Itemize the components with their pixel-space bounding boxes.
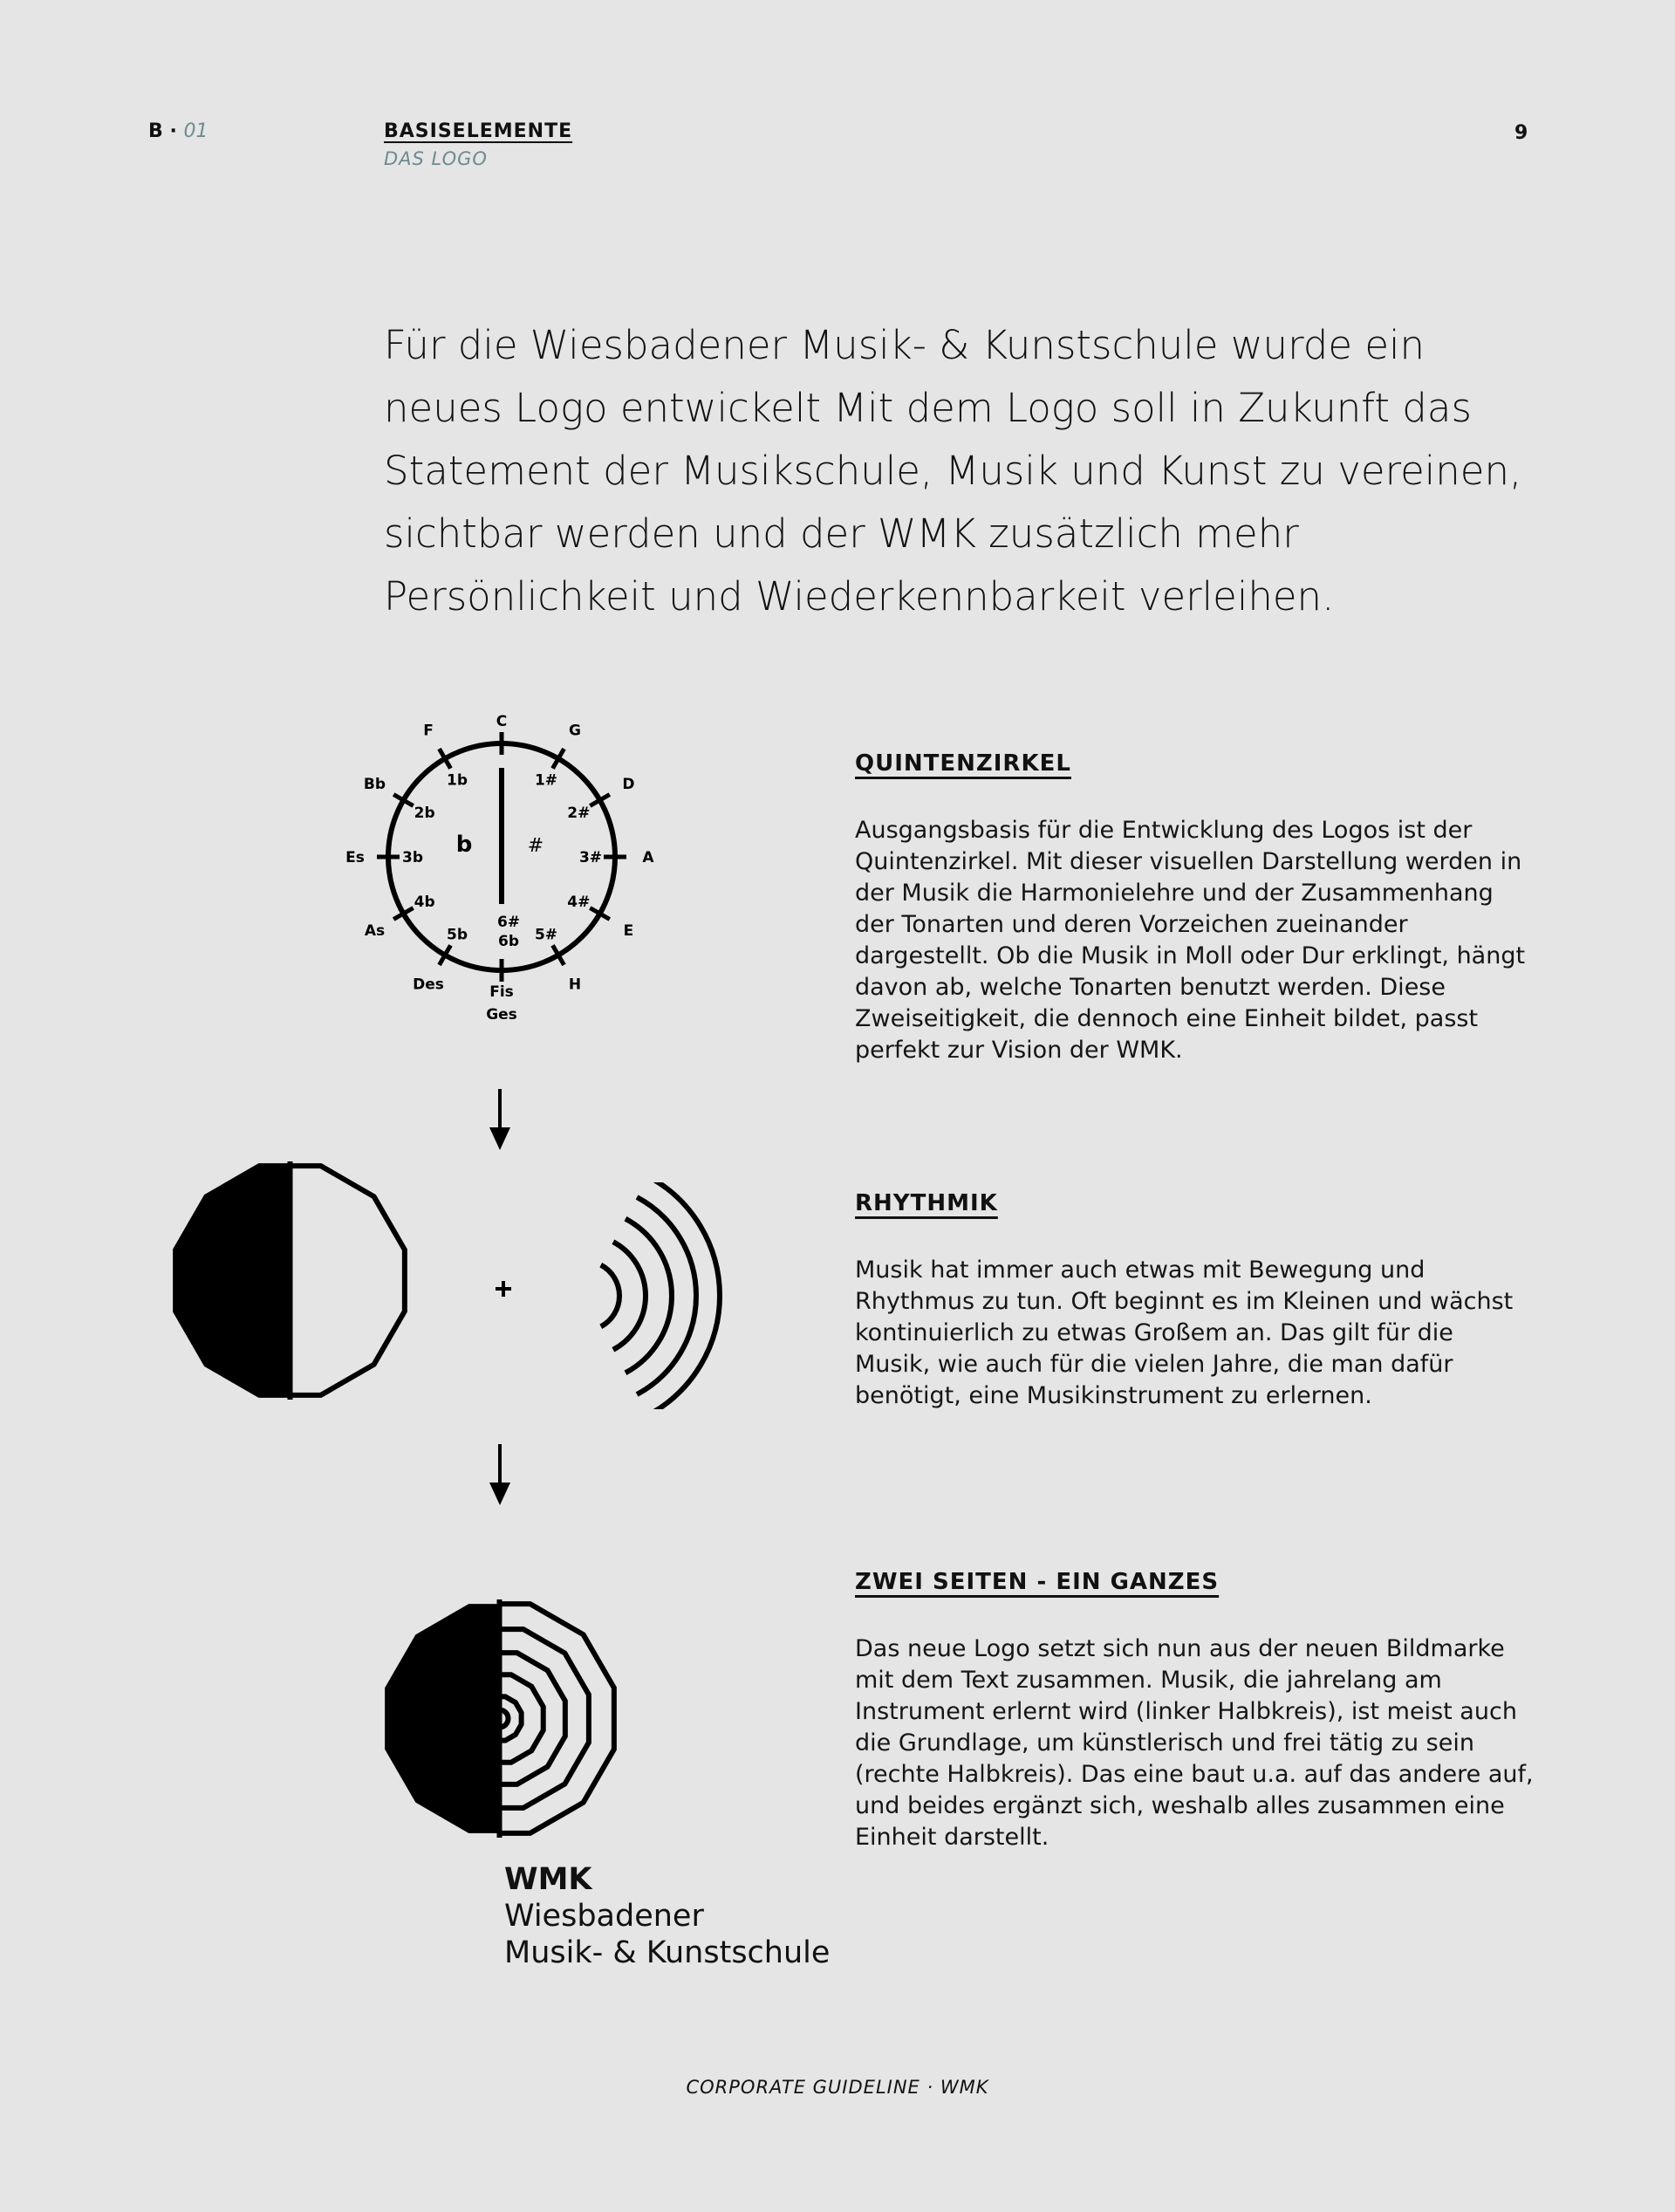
outer-key-label: D	[622, 776, 635, 793]
outer-key-label: G	[569, 722, 581, 740]
inner-signature-label: 6#	[496, 914, 521, 931]
inner-signature-label: 2#	[567, 805, 591, 822]
outer-key-label: Des	[413, 976, 444, 994]
section-title-quintenzirkel: QUINTENZIRKEL	[855, 750, 1071, 777]
half-dodecagon-icon	[166, 1156, 414, 1405]
outer-key-label: C	[496, 713, 508, 730]
intro-paragraph: Für die Wiesbadener Musik- & Kunstschule wurde ein neues Logo entwickelt Mit dem Logo soll in Zukunft das Statement der Musikschule, Musik und Kunst zu vereinen, sichtbar werden und der WMK zusätzlich mehr Persönlichkeit und Wiederkennbarkeit verleihen.	[384, 322, 1522, 620]
chapter-subtitle: DAS LOGO	[384, 148, 488, 169]
wave-arc	[601, 1265, 619, 1327]
page-number: 9	[1514, 122, 1528, 144]
inner-signature-label: 3b	[402, 849, 423, 866]
inner-signature-label: 1#	[534, 771, 558, 790]
section-title-zwei-seiten: ZWEI SEITEN - EIN GANZES	[855, 1569, 1220, 1595]
inner-signature-label: 5b	[447, 926, 468, 944]
logo-name-line-2: Musik- & Kunstschule	[504, 1935, 831, 1970]
inner-signature-label: 5#	[534, 926, 558, 944]
arrow-down-icon	[487, 1089, 513, 1152]
flat-symbol: b	[455, 832, 473, 858]
outer-key-label: Fis	[489, 983, 514, 1001]
section-body-rhythmik: Musik hat immer auch etwas mit Bewegung und Rhythmus zu tun. Oft beginnt es im Kleinen und wächst kontinuierlich zu etwas Großem an. Das gilt für die Musik, wie auch für die vielen Jahre, die man dafür benötigt, eine Musikinstrument zu erlernen.	[855, 1257, 1514, 1409]
inner-signature-label: 4#	[567, 894, 591, 911]
logo-right-rings	[500, 1604, 614, 1833]
outer-key-label: Es	[345, 849, 365, 866]
sharp-symbol: #	[527, 835, 544, 857]
arrow-down-icon	[487, 1444, 513, 1507]
circle-of-fifths-diagram	[332, 689, 672, 1056]
section-dot: ·	[169, 120, 184, 142]
wave-arc	[626, 1219, 672, 1373]
section-title-rhythmik: RHYTHMIK	[855, 1190, 998, 1216]
rhythm-waves-icon	[567, 1182, 742, 1409]
inner-signature-label: 1b	[447, 771, 468, 790]
section-body-quintenzirkel: Ausgangsbasis für die Entwicklung des Logos ist der Quintenzirkel. Mit dieser visuellen Darstellung werden in der Musik die Harmonielehre und der Zusammenhang der Tonarten und deren Vorzeichen zueinander dargestellt. Ob die Musik in Moll oder Dur erklingt, hängt davon ab, welche Tonarten benutzt werden. Diese Zweiseitigkeit, die dennoch eine Einheit bildet, passt perfekt zur Vision der WMK.	[855, 817, 1526, 1064]
dodecagon-left-half	[175, 1166, 290, 1395]
section-number: 01	[183, 120, 209, 142]
section-letter: B	[148, 120, 163, 142]
logo-abbreviation: WMK	[504, 1862, 592, 1897]
logo-left-half	[385, 1604, 499, 1833]
section-marker	[148, 120, 208, 142]
outer-key-label: H	[568, 976, 582, 994]
plus-icon	[494, 1279, 513, 1298]
chapter-title: BASISELEMENTE	[384, 120, 573, 142]
footer-text: CORPORATE GUIDELINE · WMK	[686, 2077, 989, 2098]
outer-key-label: F	[423, 722, 434, 740]
inner-signature-label: 6b	[498, 933, 519, 950]
inner-signature-label: 4b	[414, 894, 435, 911]
outer-key-label: As	[364, 922, 386, 940]
outer-key-label: A	[642, 849, 654, 866]
inner-signature-label: 2b	[414, 805, 435, 822]
inner-signature-label: 3#	[578, 849, 603, 866]
wave-arc	[648, 1182, 720, 1409]
outer-key-label: E	[623, 922, 634, 940]
section-body-zwei-seiten: Das neue Logo setzt sich nun aus der neuen Bildmarke mit dem Text zusammen. Musik, die jahrelang am Instrument erlernt wird (linker Halbkreis), ist meist auch die Grundlage, um künstlerisch und frei tätig zu sein (rechte Halbkreis). Das eine baut u.a. auf das andere auf, und beides ergänzt sich, weshalb alles zusammen eine Einheit darstellt.	[855, 1635, 1534, 1851]
outer-key-label: Ges	[486, 1006, 517, 1024]
outer-key-label: Bb	[363, 776, 386, 793]
logo-name-line-1: Wiesbadener	[504, 1899, 704, 1934]
logo-ring	[500, 1604, 614, 1833]
wmk-logo-mark	[375, 1594, 628, 1843]
